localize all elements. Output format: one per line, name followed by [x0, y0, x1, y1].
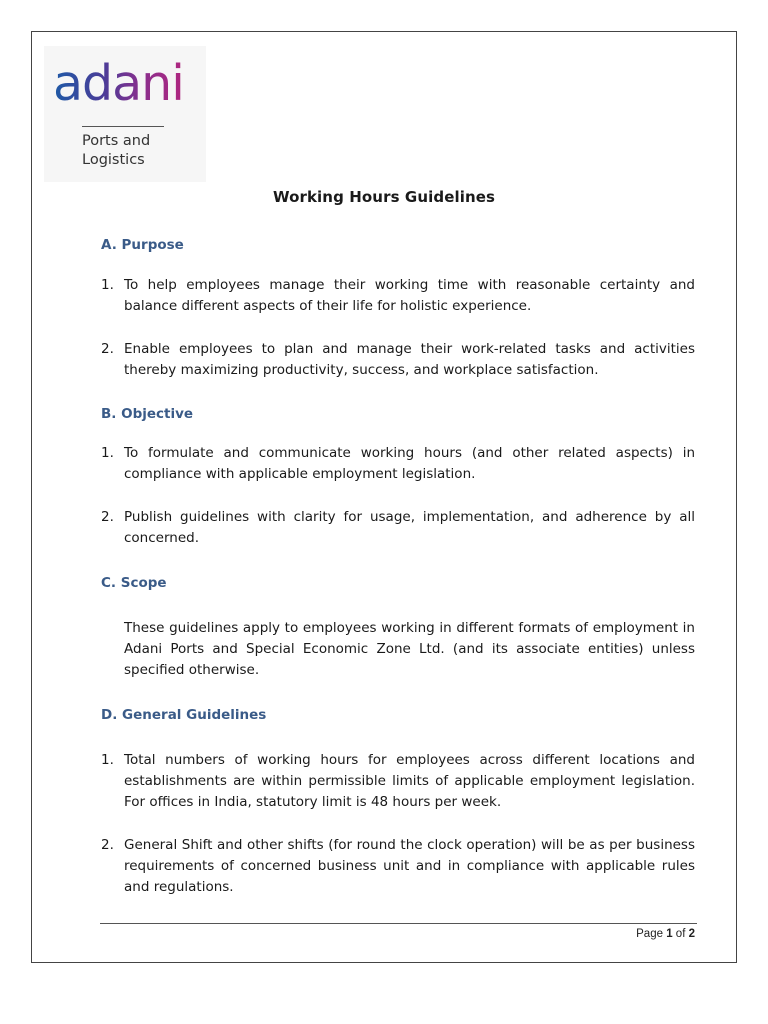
page-word: Page — [636, 928, 663, 940]
section-heading-purpose: A. Purpose — [101, 237, 184, 253]
section-heading-general-guidelines: D. General Guidelines — [101, 707, 267, 723]
list-item-text: To formulate and communicate working hours (and other related aspects) in compliance with applicable employment legislation. — [124, 445, 695, 482]
objective-item-2 — [101, 507, 695, 549]
list-item-text: Enable employees to plan and manage their work-related tasks and activities thereby maximizing productivity, success, and workplace satisfaction. — [124, 341, 695, 378]
general-item-2 — [101, 835, 695, 898]
list-item-text: Total numbers of working hours for employees across different locations and establishments are within permissible limits of applicable employment legislation. For offices in India, statutory limit is 48 hours per week. — [124, 752, 695, 810]
page-current: 1 — [666, 928, 673, 940]
list-number: 1. — [101, 445, 114, 461]
page-of: of — [675, 928, 686, 940]
company-logo — [44, 46, 206, 182]
list-item-text: To help employees manage their working time with reasonable certainty and balance different aspects of their life for holistic experience. — [124, 277, 695, 314]
logo-wordmark: adani — [53, 55, 184, 112]
section-heading-scope: C. Scope — [101, 575, 167, 591]
section-heading-objective: B. Objective — [101, 406, 194, 422]
page-total: 2 — [688, 928, 695, 940]
logo-subtitle — [82, 132, 150, 170]
general-item-1 — [101, 750, 695, 813]
logo-subtitle-line1: Ports and — [82, 133, 151, 149]
list-number: 1. — [101, 752, 114, 768]
scope-paragraph: These guidelines apply to employees working in different formats of employment in Adani Ports and Special Economic Zone Ltd. (and its associate entities) unless specified otherwise. — [124, 620, 695, 678]
list-number: 2. — [101, 509, 114, 525]
list-number: 2. — [101, 837, 114, 853]
purpose-item-2 — [101, 339, 695, 381]
list-item-text: General Shift and other shifts (for round the clock operation) will be as per business requirements of concerned business unit and in compliance with applicable rules and regulations. — [124, 837, 695, 895]
objective-item-1 — [101, 443, 695, 485]
logo-divider — [82, 126, 164, 127]
purpose-item-1 — [101, 275, 695, 317]
logo-subtitle-line2: Logistics — [82, 152, 145, 168]
footer-divider — [100, 923, 697, 924]
document-title: Working Hours Guidelines — [272, 188, 496, 206]
list-number: 2. — [101, 341, 114, 357]
list-number: 1. — [101, 277, 114, 293]
list-item-text: Publish guidelines with clarity for usage, implementation, and adherence by all concerned. — [124, 509, 695, 546]
page-number — [636, 928, 695, 940]
